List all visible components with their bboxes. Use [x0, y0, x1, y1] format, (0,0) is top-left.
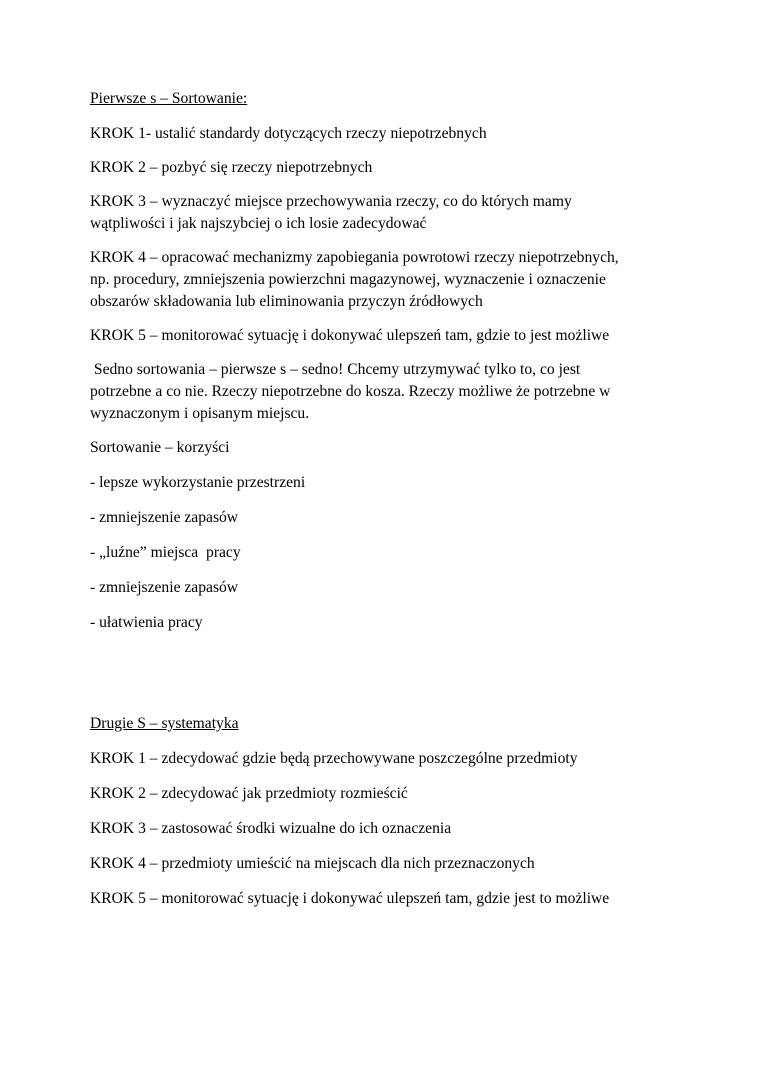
essence-paragraph [90, 359, 680, 425]
step-4-line-2: np. procedury, zmniejszenia powierzchni magazynowej, wyznaczenie i oznaczenie [90, 271, 606, 288]
step-3-line-1: KROK 3 – wyznaczyć miejsce przechowywania rzeczy, co do których mamy [90, 193, 572, 210]
step-4-line-3: obszarów składowania lub eliminowania przyczyn źródłowych [90, 293, 483, 310]
section2-heading: Drugie S – systematyka [90, 715, 239, 732]
step-5 [90, 325, 680, 347]
section2-step-1: KROK 1 – zdecydować gdzie będą przechowywane poszczególne przedmioty [90, 750, 578, 767]
step-5-line: KROK 5 – monitorować sytuację i dokonywać ulepszeń tam, gdzie to jest możliwe [90, 327, 610, 344]
benefit-item: - ułatwienia pracy [90, 614, 203, 631]
step-2-line: KROK 2 – pozbyć się rzeczy niepotrzebnych [90, 159, 373, 176]
essence-line-1: Sedno sortowania – pierwsze s – sedno! Chcemy utrzymywać tylko to, co jest [90, 361, 581, 378]
benefit-item: - lepsze wykorzystanie przestrzeni [90, 474, 306, 491]
essence-line-2: potrzebne a co nie. Rzeczy niepotrzebne do kosza. Rzeczy możliwe że potrzebne w [90, 383, 611, 400]
step-3 [90, 191, 680, 235]
step-4 [90, 247, 680, 313]
step-4-line-1: KROK 4 – opracować mechanizmy zapobiegania powrotowi rzeczy niepotrzebnych, [90, 249, 619, 266]
section2-step-4: KROK 4 – przedmioty umieścić na miejscach dla nich przeznaczonych [90, 855, 535, 872]
section2-step-5: KROK 5 – monitorować sytuację i dokonywać ulepszeń tam, gdzie jest to możliwe [90, 890, 610, 907]
section2-step-3: KROK 3 – zastosować środki wizualne do ich oznaczenia [90, 820, 452, 837]
benefit-item: - zmniejszenie zapasów [90, 509, 239, 526]
section1-heading: Pierwsze s – Sortowanie: [90, 90, 248, 107]
essence-line-3: wyznaczonym i opisanym miejscu. [90, 405, 310, 422]
benefit-item: - zmniejszenie zapasów [90, 579, 239, 596]
benefit-item: - „luźne” miejsca pracy [90, 544, 241, 561]
step-2 [90, 157, 680, 179]
step-1 [90, 123, 680, 145]
document-page [90, 88, 680, 910]
step-1-line: KROK 1- ustalić standardy dotyczących rzeczy niepotrzebnych [90, 125, 487, 142]
benefits-title: Sortowanie – korzyści [90, 439, 230, 456]
step-3-line-2: wątpliwości i jak najszybciej o ich losie zadecydować [90, 215, 427, 232]
section2-step-2: KROK 2 – zdecydować jak przedmioty rozmieścić [90, 785, 408, 802]
